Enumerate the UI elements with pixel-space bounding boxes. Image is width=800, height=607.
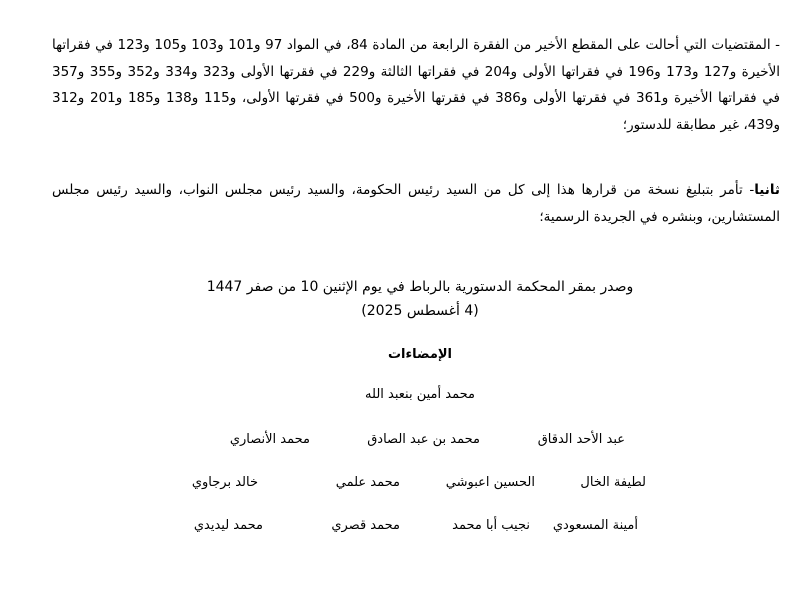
paragraph-2-lead: ثانيا: [754, 182, 780, 198]
signature-name: محمد الأنصاري: [229, 432, 310, 447]
signature-name: محمد علمي: [335, 475, 400, 490]
paragraph-2-text: - تأمر بتبليغ نسخة من قرارها هذا إلى كل من السيد رئيس الحكومة، والسيد رئيس مجلس النواب، والسيد رئيس مجلس المستشارين، وبنشره في الجريدة الرسمية؛: [52, 182, 780, 225]
signature-name: الحسين اعبوشي: [445, 475, 535, 490]
signature-name: لطيفة الخال: [580, 475, 646, 490]
signature-name: محمد قصري: [331, 518, 400, 533]
signature-name: عبد الأحد الدقاق: [537, 432, 625, 447]
signature-name: خالد برجاوي: [191, 475, 258, 490]
signature-president: محمد أمين بنعبد الله: [365, 387, 475, 402]
paragraph-unconstitutional-provisions: [52, 32, 780, 138]
signature-row-2: [0, 473, 800, 493]
signatures-heading: الإمضاءات: [387, 347, 453, 362]
issuance-statement: [0, 275, 800, 323]
issuance-line-gregorian: (4 أغسطس 2025): [361, 303, 479, 319]
signature-row-3: [0, 516, 800, 536]
signature-name: محمد ليديدي: [193, 518, 263, 533]
signature-name: أمينة المسعودي: [552, 518, 638, 533]
paragraph-1-text: - المقتضيات التي أحالت على المقطع الأخير من الفقرة الرابعة من المادة 84، في المواد 97 و101 و103 و105 و123 في فقراتها الأخيرة و127 و173 و196 في فقراتها الأولى و204 في فقراتها الثالثة و229 في فقرتها الأولى و323 و334 و352 و355 و357 في فقراتها الأخيرة و361 في فقرتها الأولى و386 في فقرتها الأخيرة و500 في فقرتها الأولى، و115 و138 و185 و201 و312 و439، غير مطابقة للدستور؛: [52, 37, 781, 133]
signature-row-1: [0, 430, 800, 450]
signature-name: نجيب أبا محمد: [452, 518, 530, 533]
signature-name: محمد بن عبد الصادق: [367, 432, 480, 447]
issuance-line-hijri: وصدر بمقر المحكمة الدستورية بالرباط في يوم الإثنين 10 من صفر 1447: [206, 279, 634, 295]
paragraph-notification-order: [52, 177, 780, 230]
